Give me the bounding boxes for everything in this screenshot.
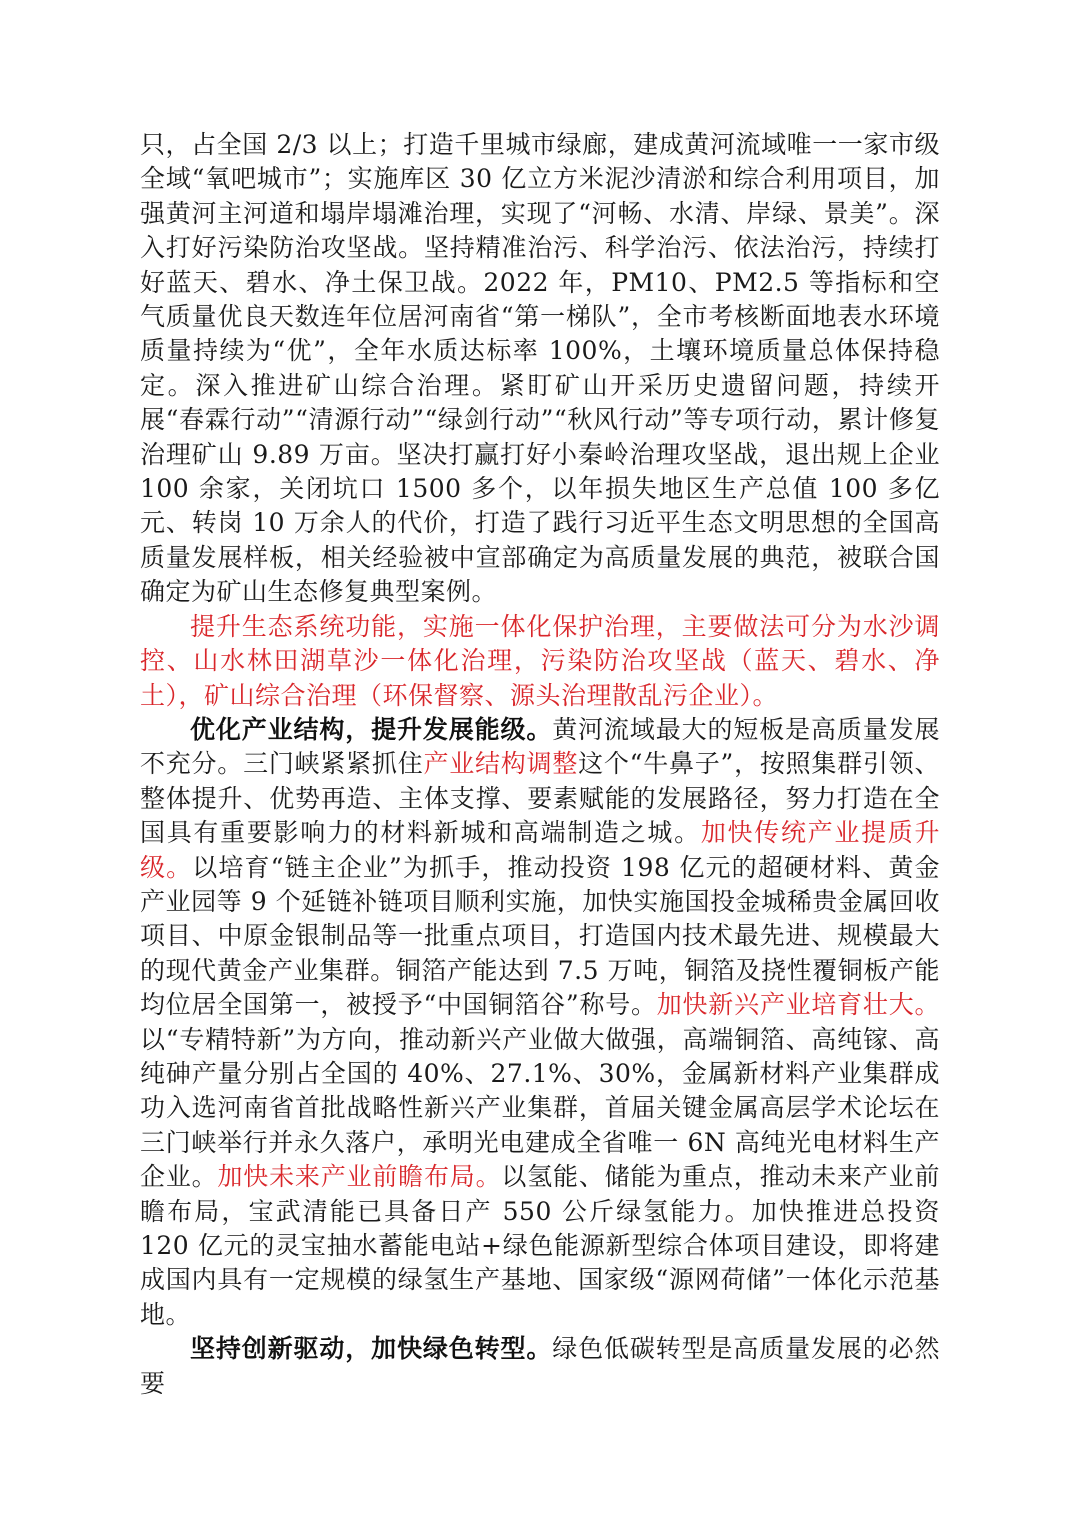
paragraph-ecology [140,128,940,610]
paragraph-text: 黄河流域最大的短板是高质量发展不充分。三门峡紧紧抓住 [140,714,940,779]
section-heading: 坚持创新驱动，加快绿色转型。 [190,1334,553,1364]
highlight-text: 加快新兴产业培育壮大。 [656,990,940,1020]
paragraph-annotation-red [140,610,940,713]
document-body [140,128,940,1401]
paragraph-text: 以“专精特新”为方向，推动新兴产业做大做强，高端铜箔、高纯镓、高纯砷产量分别占全国的 40%、27.1%、30%，金属新材料产业集群成功入选河南省首批战略性新兴产业集群，首届关键金属高层学术论坛在三门峡举行并永久落户，承明光电建成全省唯一 6N 高纯光电材料生产企业。 [140,1024,940,1192]
paragraph-industry-structure [140,713,940,1332]
annotation-text: 提升生态系统功能，实施一体化保护治理，主要做法可分为水沙调控、山水林田湖草沙一体化治理，污染防治攻坚战（蓝天、碧水、净土），矿山综合治理（环保督察、源头治理散乱污企业）。 [140,611,940,710]
highlight-text: 产业结构调整 [423,749,579,779]
paragraph-innovation [140,1332,940,1401]
paragraph-text: 绿色低碳转型是高质量发展的必然要 [140,1334,940,1398]
paragraph-text: 以培育“链主企业”为抓手，推动投资 198 亿元的超硬材料、黄金产业园等 9 个延链补链项目顺利实施，加快实施国投金城稀贵金属回收项目、中原金银制品等一批重点项目，打造国内技术最先进、规模最大的现代黄金产业集群。铜箔产能达到 7.5 万吨，铜箔及挠性覆铜板产能均位居全国第一，被授予“中国铜箔谷”称号。 [140,852,940,1020]
section-heading: 优化产业结构，提升发展能级。 [190,714,553,744]
paragraph-text: 这个“牛鼻子”，按照集群引领、整体提升、优势再造、主体支撑、要素赋能的发展路径，努力打造在全国具有重要影响力的材料新城和高端制造之城。 [140,749,940,848]
highlight-text: 加快未来产业前瞻布局。 [217,1162,502,1192]
paragraph-text: 以氢能、储能为重点，推动未来产业前瞻布局，宝武清能已具备日产 550 公斤绿氢能力。加快推进总投资 120 亿元的灵宝抽水蓄能电站+绿色能源新型综合体项目建设，即将建成国内具有一定规模的绿氢生产基地、国家级“源网荷储”一体化示范基地。 [140,1162,940,1329]
paragraph-text: 只，占全国 2/3 以上；打造千里城市绿廊，建成黄河流域唯一一家市级全域“氧吧城市”；实施库区 30 亿立方米泥沙清淤和综合利用项目，加强黄河主河道和塌岸塌滩治理，实现了“河畅、水清、岸绿、景美”。深入打好污染防治攻坚战。坚持精准治污、科学治污、依法治污，持续打好蓝天、碧水、净土保卫战。2022 年，PM10、PM2.5 等指标和空气质量优良天数连年位居河南省“第一梯队”，全市考核断面地表水环境质量持续为“优”，全年水质达标率 100%，土壤环境质量总体保持稳定。深入推进矿山综合治理。紧盯矿山开采历史遗留问题，持续开展“春霖行动”“清源行动”“绿剑行动”“秋风行动”等专项行动，累计修复治理矿山 9.89 万亩。坚决打赢打好小秦岭治理攻坚战，退出规上企业 100 余家，关闭坑口 1500 多个，以年损失地区生产总值 100 多亿元、转岗 10 万余人的代价，打造了践行习近平生态文明思想的全国高质量发展样板，相关经验被中宣部确定为高质量发展的典范，被联合国确定为矿山生态修复典型案例。 [140,130,940,607]
highlight-text: 加快传统产业提质升级。 [140,818,940,882]
